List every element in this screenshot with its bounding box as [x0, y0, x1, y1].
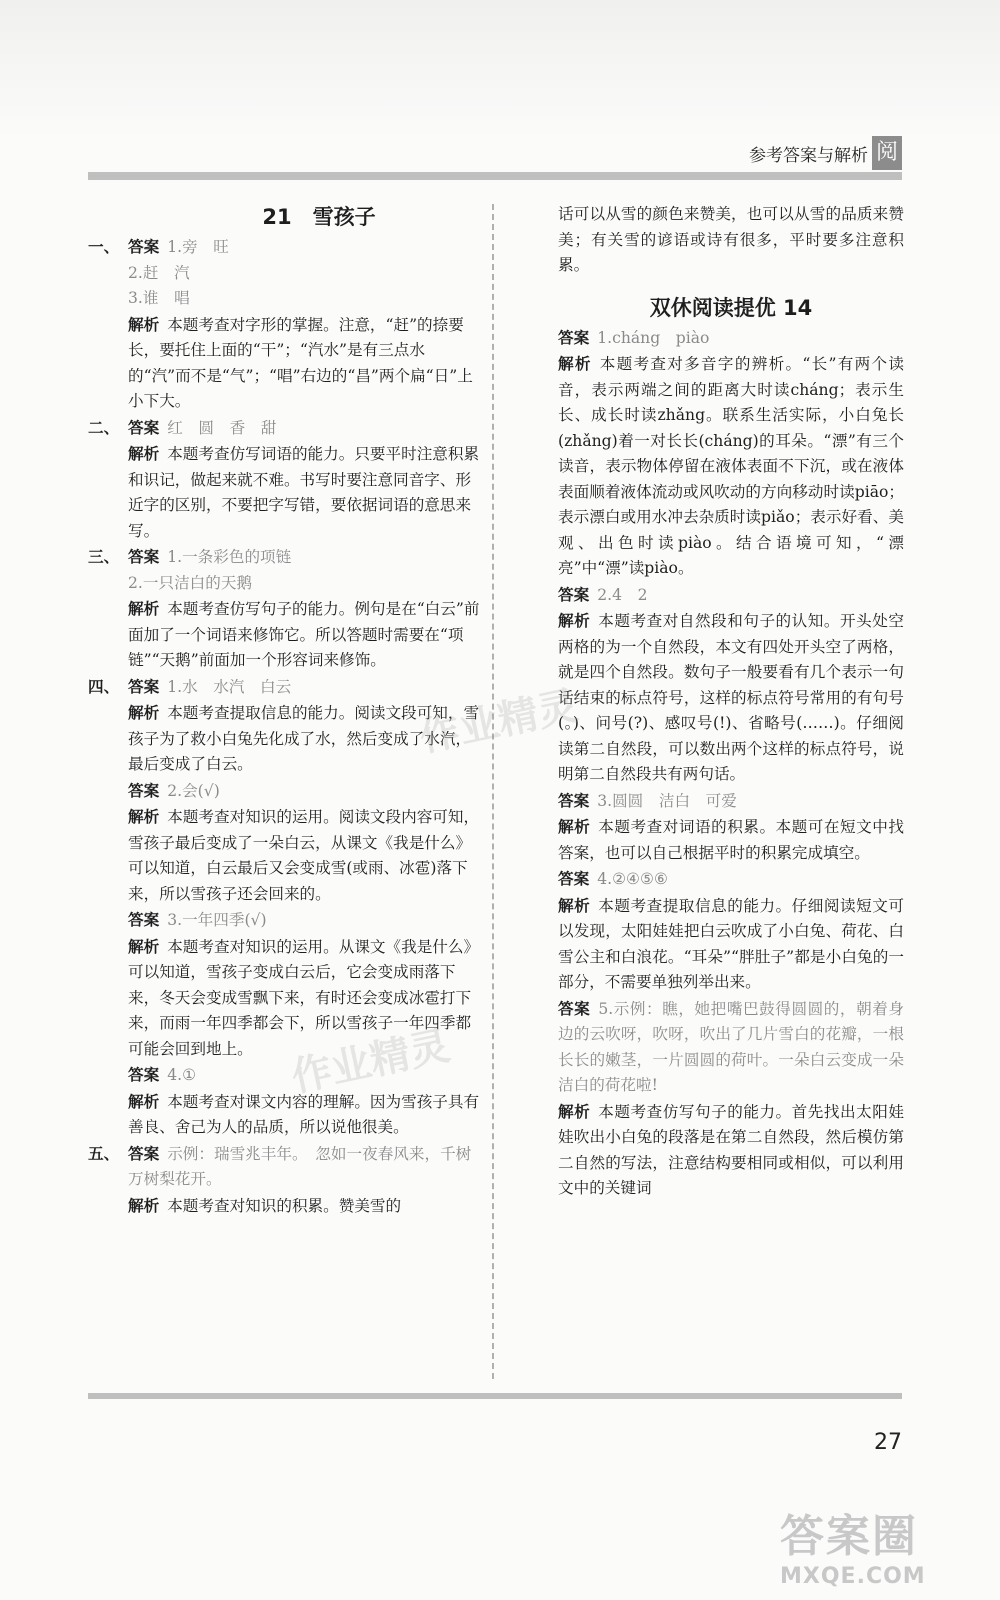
continuation-text: 话可以从雪的颜色来赞美，也可以从雪的品质来赞美；有关雪的谚语或诗有很多，平时要多注意积累。 — [558, 205, 904, 274]
analysis-label: 解析 — [128, 1195, 160, 1215]
answer-text: 2.一只洁白的天鹅 — [128, 573, 253, 592]
answer-row — [88, 544, 480, 571]
answer-text: 1.水 水汽 白云 — [167, 677, 292, 696]
watermark: 作业精灵 — [415, 682, 582, 762]
analysis-label: 解析 — [558, 1101, 591, 1121]
answer-text: 红 圆 香 甜 — [167, 418, 277, 437]
logo-text: 答案圈 — [780, 1511, 918, 1562]
analysis-text: 本题考查对知识的运用。从课文《我是什么》可以知道，雪孩子变成白云后，它会变成雨落下来，冬天会变成雪飘下来，有时还会变成冰雹打下来，而雨一年四季都会下，所以雪孩子一年四季都可能会回到地上。 — [128, 937, 480, 1058]
answer-label: 答案 — [128, 417, 160, 437]
answer-text: 3.一年四季(√) — [167, 911, 267, 929]
analysis-text: 本题考查对字形的掌握。注意，“赶”的捺要长，要托住上面的“干”；“汽水”是有三点水的“汽”而不是“气”；“唱”右边的“昌”两个扁“日”上小下大。 — [128, 315, 473, 410]
analysis-label: 解析 — [558, 354, 592, 373]
analysis-text: 本题考查提取信息的能力。仔细阅读短文可以发现，太阳娃娃把白云吹成了小白兔、荷花、白雪公主和白浪花。“耳朵”“胖肚子”都是小白兔的一部分，不需要单独列举出来。 — [558, 896, 904, 991]
answer-row — [88, 571, 480, 597]
analysis-text: 本题考查对词语的积累。本题可在短文中找答案，也可以自己根据平时的积累完成填空。 — [558, 818, 904, 862]
analysis-text: 本题考查仿写句子的能力。首先找出太阳娃娃吹出小白兔的段落是在第二自然段，然后模仿第二自然的写法，注意结构要相同或相似，可以利用文中的关键词 — [558, 1102, 904, 1197]
analysis-text: 本题考查对知识的积累。赞美雪的 — [167, 1196, 402, 1215]
answer-row — [558, 1099, 904, 1202]
analysis-label: 解析 — [128, 703, 160, 722]
lesson-title: 21 雪孩子 — [262, 205, 376, 229]
answer-text: 1.一条彩色的项链 — [167, 548, 292, 566]
answer-row — [88, 415, 480, 442]
footer-rule — [88, 1393, 902, 1399]
answer-row — [88, 441, 480, 544]
answer-label: 答案 — [558, 998, 591, 1018]
answer-label: 答案 — [558, 790, 590, 810]
question-number: 五、 — [88, 1143, 120, 1163]
answer-row — [88, 312, 480, 415]
answer-row — [558, 351, 904, 582]
analysis-label: 解析 — [558, 895, 591, 915]
answer-row — [558, 866, 904, 893]
analysis-text: 本题考查仿写词语的能力。只要平时注意积累和识记，做起来就不难。书写时要注意同音字、形近字的区别，不要把字写错，要依据词语的意思来写。 — [128, 445, 480, 540]
answer-label: 答案 — [128, 1143, 160, 1163]
logo-domain: MXQE.COM — [780, 1564, 926, 1589]
answer-text: 1.旁 旺 — [167, 238, 229, 256]
analysis-text: 本题考查对知识的运用。阅读文段内容可知，雪孩子最后变成了一朵白云，从课文《我是什么》可以知道，白云最后又会变成雪(或雨、冰雹)落下来，所以雪孩子还会回来的。 — [128, 808, 480, 903]
analysis-label: 解析 — [128, 1091, 160, 1111]
section-title: 双休阅读提优 14 — [649, 295, 813, 320]
analysis-label: 解析 — [128, 807, 160, 826]
answer-row — [88, 286, 480, 312]
answer-row — [88, 804, 480, 907]
site-logo — [780, 1500, 980, 1589]
answer-row — [88, 1141, 480, 1193]
analysis-label: 解析 — [558, 611, 591, 630]
header-title: 参考答案与解析 — [749, 146, 868, 166]
question-number: 三、 — [88, 547, 120, 566]
analysis-text: 本题考查仿写句子的能力。例句是在“白云”前面加了一个词语来修饰它。所以答题时需要在“项链”“天鹅”前面加一个形容词来修饰。 — [128, 600, 480, 669]
answer-label: 答案 — [128, 780, 160, 800]
answer-row — [88, 1193, 480, 1220]
answer-label: 答案 — [128, 237, 160, 256]
answer-text: 4.① — [167, 1066, 197, 1084]
answer-label: 答案 — [558, 584, 590, 604]
answer-text: 2.4 2 — [597, 585, 648, 604]
watermark: 作业精灵 — [287, 1022, 454, 1102]
question-number: 四、 — [88, 676, 120, 696]
analysis-text: 本题考查对多音字的辨析。“长”有两个读音，表示两端之间的距离大时读cháng；表示生长、成长时读zhǎng。联系生活实际，小白兔长(zhǎng)着一对长长(cháng)的耳朵。“漂”有三个读音，表示物体停留在液体表面不下沉，或在液体表面顺着液体流动或风吹动的方向移动时读piāo；表示漂白或用水冲去杂质时读piǎo；表示好看、美观、出色时读piào。结合语境可知，“漂亮”中“漂”读piào。 — [558, 355, 904, 577]
answer-label: 答案 — [128, 676, 160, 696]
right-rows — [558, 325, 904, 1202]
answer-row — [558, 996, 904, 1099]
analysis-text: 本题考查对自然段和句子的认知。开头处空两格的为一个自然段，本文有四处开头空了两格，就是四个自然段。数句子一般要看有几个表示一句话结束的标点符号，这样的标点符号常用的有句号(。)、问号(?)、感叹号(!)、省略号(……)。仔细阅读第二自然段，可以数出两个这样的标点符号，说明第二自然段共有两句话。 — [558, 612, 904, 783]
answer-text: 4.②④⑤⑥ — [597, 870, 668, 888]
right-column — [558, 202, 904, 1202]
answer-text: 3.圆圆 洁白 可爱 — [597, 791, 737, 810]
answer-text: 1.cháng piào — [597, 328, 710, 347]
answer-label: 答案 — [558, 869, 590, 888]
answer-row — [558, 325, 904, 352]
question-number: 二、 — [88, 417, 120, 437]
question-number: 一、 — [88, 237, 120, 256]
answer-row — [558, 814, 904, 866]
analysis-text: 本题考查对课文内容的理解。因为雪孩子具有善良、舍己为人的品质，所以说他很美。 — [128, 1092, 480, 1136]
answer-label: 答案 — [558, 327, 590, 347]
answer-row — [88, 674, 480, 701]
answer-text: 5.示例：瞧，她把嘴巴鼓得圆圆的，朝着身边的云吹呀，吹呀，吹出了几片雪白的花瓣，一根长长的嫩茎，一片圆圆的荷叶。一朵白云变成一朵洁白的荷花啦! — [558, 999, 904, 1094]
column-divider — [492, 204, 494, 1379]
answer-row — [88, 907, 480, 934]
answer-label: 答案 — [128, 547, 160, 566]
answer-row — [88, 778, 480, 805]
header-badge: 阅 — [872, 136, 902, 170]
top-margin — [0, 0, 1000, 140]
answer-row — [558, 788, 904, 815]
analysis-label: 解析 — [128, 314, 160, 334]
answer-row — [558, 582, 904, 609]
answer-row — [88, 261, 480, 287]
analysis-text: 本题考查提取信息的能力。阅读文段可知，雪孩子为了救小白兔先化成了水，然后变成了水汽，最后变成了白云。 — [128, 704, 480, 773]
answer-row — [558, 608, 904, 788]
analysis-label: 解析 — [128, 936, 160, 956]
analysis-label: 解析 — [128, 444, 160, 463]
answer-row — [558, 893, 904, 996]
answer-text: 2.会(√) — [167, 781, 220, 800]
answer-label: 答案 — [128, 910, 160, 929]
answer-row — [88, 1089, 480, 1141]
answer-text: 3.谁 唱 — [128, 289, 190, 307]
answer-row — [88, 234, 480, 261]
page-number: 27 — [874, 1430, 902, 1455]
answer-label: 答案 — [128, 1065, 160, 1084]
header-rule — [88, 172, 902, 180]
answer-row — [88, 596, 480, 674]
answer-text: 2.赶 汽 — [128, 263, 190, 282]
analysis-label: 解析 — [558, 817, 591, 836]
analysis-label: 解析 — [128, 599, 160, 618]
answer-text: 示例：瑞雪兆丰年。 忽如一夜春风来，千树万树梨花开。 — [128, 1144, 472, 1188]
